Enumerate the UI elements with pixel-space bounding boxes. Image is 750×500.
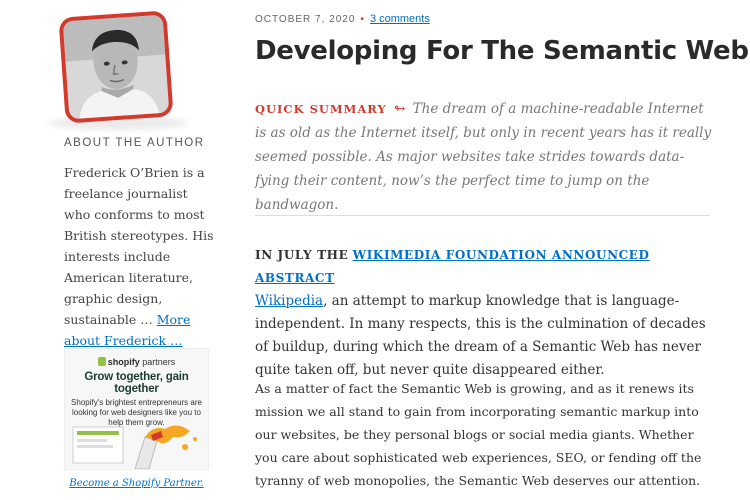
ad-illustration xyxy=(65,417,209,469)
meta-separator: • xyxy=(360,14,365,25)
author-sidebar xyxy=(0,0,230,500)
shopify-bag-icon xyxy=(98,357,106,366)
summary-divider xyxy=(255,215,710,216)
paragraph-lead: IN JULY THE xyxy=(255,248,349,262)
wikimedia-link-rest: Wikipedia xyxy=(255,293,324,309)
author-portrait-image xyxy=(63,15,170,120)
more-about-author-link[interactable]: More about Frederick … xyxy=(64,312,191,348)
author-photo xyxy=(63,15,170,120)
ad-brand-suffix: partners xyxy=(142,357,176,367)
article-paragraph-1 xyxy=(255,244,715,382)
author-bio xyxy=(64,162,214,351)
comments-link[interactable]: 3 comments xyxy=(369,13,430,25)
ad-brand xyxy=(65,357,208,367)
article-meta xyxy=(255,13,430,25)
ad-headline: Grow together, gain together xyxy=(84,371,189,395)
ad-caption-link[interactable]: Become a Shopify Partner. xyxy=(69,478,204,489)
author-bio-text: Frederick O’Brien is a freelance journalist who conforms to most British stereotypes. His interests include American literature, graphic design, sustainable … xyxy=(64,165,214,327)
ad-brand-name: shopify xyxy=(107,357,140,367)
summary-arrow-icon: ↬ xyxy=(394,101,406,117)
about-author-heading: ABOUT THE AUTHOR xyxy=(64,137,205,149)
quick-summary xyxy=(255,97,715,217)
wikimedia-link-caps: WIKIMEDIA FOUNDATION ANNOUNCED ABSTRACT xyxy=(255,248,650,285)
quick-summary-label: QUICK SUMMARY xyxy=(255,102,387,116)
article-paragraph-2: As a matter of fact the Semantic Web is growing, and as it renews its mission we all stand to gain from incorporating semantic markup into our websites, be they personal blogs or social media giants. Whether you care about sophisticated web experiences, SEO, or fending off the tyranny of web monopolies, the Semantic Web deserves our attention. xyxy=(255,381,702,488)
paragraph-1-text: , an attempt to markup knowledge that is language-independent. In many respects, this is the culmination of decades of buildup, during which the dream of a Semantic Web has never quite taken off, but never quite disappeared either. xyxy=(255,293,706,378)
shopify-ad-banner[interactable] xyxy=(64,348,209,470)
quick-summary-text: The dream of a machine-readable Internet is as old as the Internet itself, but only in recent years has it really seemed possible. As major websites take strides towards data-fying their content, now’s the perfect time to jump on the bandwagon. xyxy=(255,101,712,213)
article-title: Developing For The Semantic Web xyxy=(255,36,749,66)
article-date: OCTOBER 7, 2020 xyxy=(255,14,356,25)
ad-subtext: Shopify's brightest entrepreneurs are looking for web designers like you to help them grow. xyxy=(71,398,202,427)
author-avatar[interactable] xyxy=(58,10,173,123)
